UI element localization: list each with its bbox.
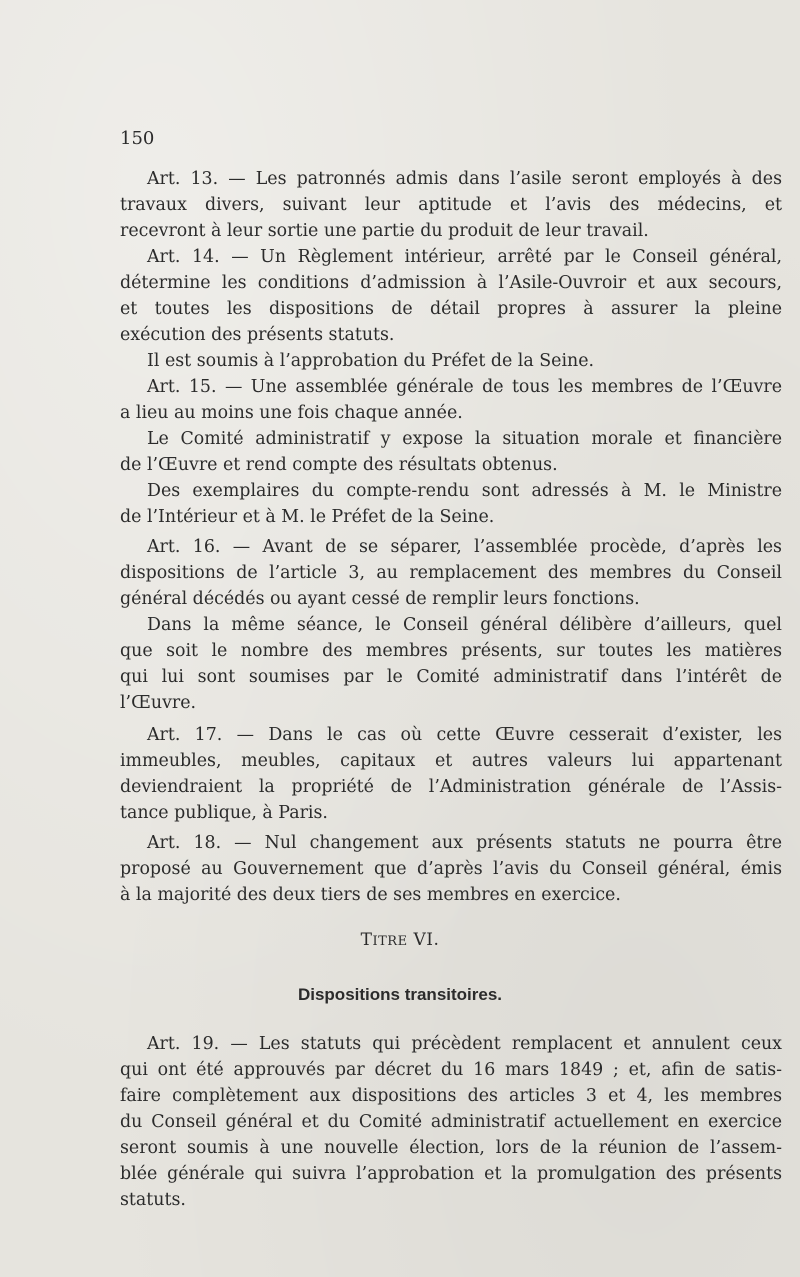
text-line: Art. 18. — Nul changement aux présents statuts ne pourra être	[147, 833, 782, 853]
text-line: à la majorité des deux tiers de ses membres en exercice.	[120, 885, 621, 905]
text-line: statuts.	[120, 1190, 186, 1210]
text-line: faire complètement aux dispositions des articles 3 et 4, les membres	[120, 1086, 782, 1106]
article-16	[120, 534, 782, 716]
text-line: Art. 13. — Les patronnés admis dans l’asile seront employés à des	[147, 169, 782, 189]
section-heading: Dispositions transitoires.	[297, 985, 503, 1004]
text-line: Art. 16. — Avant de se séparer, l’assemblée procède, d’après les	[147, 537, 782, 557]
text-line: qui ont été approuvés par décret du 16 mars 1849 ; et, afin de satis-	[120, 1060, 782, 1080]
text-line: Art. 17. — Dans le cas où cette Œuvre cesserait d’exister, les	[147, 725, 782, 745]
text-line: détermine les conditions d’admission à l’Asile-Ouvroir et aux secours,	[120, 273, 782, 293]
title-first-letter: T	[360, 930, 373, 950]
text-line: du Conseil général et du Comité administratif actuellement en exercice	[120, 1112, 782, 1132]
text-line: et toutes les dispositions de détail propres à assurer la pleine	[120, 299, 782, 319]
text-line: Art. 14. — Un Règlement intérieur, arrêté par le Conseil général,	[147, 247, 782, 267]
text-line: de l’Œuvre et rend compte des résultats obtenus.	[120, 455, 558, 475]
title-small-caps: ITRE	[372, 934, 408, 949]
text-line: général décédés ou ayant cessé de remplir leurs fonctions.	[120, 589, 640, 609]
article-18	[120, 830, 782, 908]
article-14	[120, 244, 782, 374]
page-number: 150	[120, 128, 155, 149]
article-17	[120, 722, 782, 826]
title-heading	[0, 930, 800, 950]
text-line: recevront à leur sortie une partie du produit de leur travail.	[120, 221, 649, 241]
text-line: Le Comité administratif y expose la situation morale et financière	[147, 429, 782, 449]
article-15	[120, 374, 782, 530]
text-line: que soit le nombre des membres présents, sur toutes les matières	[120, 641, 782, 661]
text-line: Art. 19. — Les statuts qui précèdent remplacent et annulent ceux	[147, 1034, 782, 1054]
text-line: immeubles, meubles, capitaux et autres valeurs lui appartenant	[120, 751, 782, 771]
text-line: exécution des présents statuts.	[120, 325, 395, 345]
text-line: proposé au Gouvernement que d’après l’avis du Conseil général, émis	[120, 859, 782, 879]
text-line: Dans la même séance, le Conseil général délibère d’ailleurs, quel	[147, 615, 782, 635]
text-line: l’Œuvre.	[120, 693, 197, 713]
text-line: deviendraient la propriété de l’Administration générale de l’Assis-	[120, 777, 782, 797]
title-number: VI.	[413, 930, 440, 950]
text-line: travaux divers, suivant leur aptitude et l’avis des médecins, et	[120, 195, 782, 215]
article-13	[120, 166, 782, 244]
text-line: a lieu au moins une fois chaque année.	[120, 403, 463, 423]
text-line: tance publique, à Paris.	[120, 803, 328, 823]
article-19	[120, 1031, 782, 1213]
text-line: Il est soumis à l’approbation du Préfet de la Seine.	[147, 351, 595, 371]
text-line: Art. 15. — Une assemblée générale de tous les membres de l’Œuvre	[147, 377, 782, 397]
text-line: blée générale qui suivra l’approbation et la promulgation des présents	[120, 1164, 782, 1184]
text-line: qui lui sont soumises par le Comité administratif dans l’intérêt de	[120, 667, 782, 687]
text-line: seront soumis à une nouvelle élection, lors de la réunion de l’assem-	[120, 1138, 782, 1158]
text-line: dispositions de l’article 3, au remplacement des membres du Conseil	[120, 563, 782, 583]
text-line: Des exemplaires du compte-rendu sont adressés à M. le Ministre	[147, 481, 782, 501]
text-line: de l’Intérieur et à M. le Préfet de la Seine.	[120, 507, 495, 527]
